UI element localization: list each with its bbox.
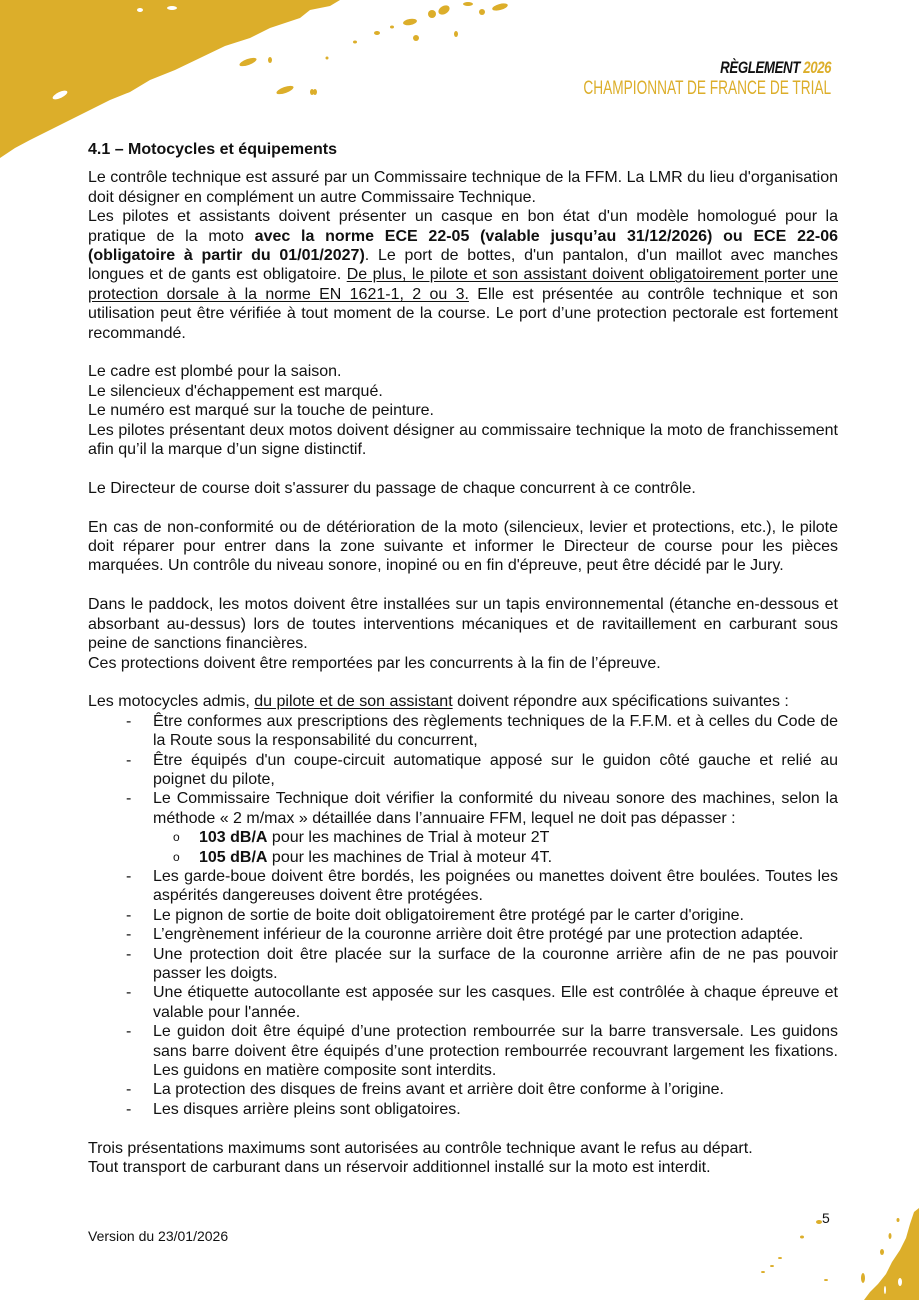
list-item-text: Une étiquette autocollante est apposée sur les casques. Elle est contrôlée à chaque épreuve et valable pour l'année. bbox=[153, 984, 838, 1021]
text-span: Elle est présentée au contrôle technique et son utilisation peut être vérifiée à tout moment de la course. Le port d’une protection pectorale est fortement recommandé. bbox=[88, 285, 839, 342]
paragraph-protections: Ces protections doivent être remportées par les concurrents à la fin de l’épreuve. bbox=[88, 654, 661, 672]
list-item bbox=[88, 945, 838, 984]
list-item bbox=[88, 1022, 838, 1080]
list-item bbox=[88, 1080, 838, 1099]
brand-year: 2026 bbox=[803, 58, 831, 77]
list-item bbox=[88, 906, 838, 925]
list-item bbox=[88, 789, 838, 867]
list-item-text: Être équipés d'un coupe-circuit automatique apposé sur le guidon côté gauche et relié au poignet du pilote, bbox=[153, 751, 838, 788]
paragraph-controle-technique: Le contrôle technique est assuré par un Commissaire technique de la FFM. La LMR du lieu d'organisation doit désigner en complément un autre Commissaire Technique. bbox=[88, 169, 838, 206]
noise-limits-sublist bbox=[153, 828, 838, 867]
brand-title bbox=[563, 58, 831, 78]
dash-bullet-icon: - bbox=[126, 712, 132, 730]
circle-bullet-icon: o bbox=[173, 830, 180, 845]
list-item bbox=[88, 1100, 838, 1119]
list-item bbox=[88, 867, 838, 906]
footer-version: Version du 23/01/2026 bbox=[88, 1228, 229, 1244]
paragraph-non-conformite: En cas de non-conformité ou de détérioration de la moto (silencieux, levier et protections, etc.), le pilote doit réparer pour entrer dans la zone suivante et informer le Directeur de course pour les pièces marquées. Un contrôle du niveau sonore, inopiné ou en fin d'épreuve, peut être décidé par le Jury. bbox=[88, 518, 838, 575]
line-cadre: Le cadre est plombé pour la saison. bbox=[88, 363, 342, 381]
dash-bullet-icon: - bbox=[126, 1100, 132, 1118]
text-span: Les motocycles admis, bbox=[88, 693, 255, 711]
text-span: . Le port de bottes, d'un pantalon, d'un maillot avec manches longues et de gants est obligatoire. bbox=[88, 247, 838, 284]
line-silencieux: Le silencieux d'échappement est marqué. bbox=[88, 382, 383, 400]
noise-limit-2t: 103 dB/A bbox=[199, 829, 268, 847]
list-item-text: Une protection doit être placée sur la surface de la couronne arrière afin de ne pas pouvoir passer les doigts. bbox=[153, 945, 838, 982]
sublist-text: pour les machines de Trial à moteur 2T bbox=[267, 829, 550, 847]
dash-bullet-icon: - bbox=[126, 1023, 132, 1041]
list-item-text: Être conformes aux prescriptions des règlements techniques de la F.F.M. et à celles du Code de la Route sous la responsabilité du concurrent, bbox=[153, 712, 838, 750]
list-item bbox=[88, 925, 838, 944]
circle-bullet-icon: o bbox=[173, 849, 180, 864]
specifications-list bbox=[88, 712, 838, 1120]
list-item bbox=[88, 983, 838, 1022]
dash-bullet-icon: - bbox=[126, 790, 132, 808]
page-number: 5 bbox=[822, 1210, 830, 1226]
paragraph-equipements bbox=[88, 207, 838, 343]
paragraph-carburant: Tout transport de carburant dans un réservoir additionnel installé sur la moto est interdit. bbox=[88, 1159, 711, 1177]
bold-helmet-norm: avec la norme ECE 22-05 (valable jusqu’au 31/12/2026) ou ECE 22-06 (obligatoire à partir du 01/01/2027) bbox=[88, 227, 839, 265]
section-title: 4.1 – Motocycles et équipements bbox=[88, 141, 337, 158]
list-item-text: La protection des disques de freins avant et arrière doit être conforme à l’origine. bbox=[153, 1081, 724, 1099]
paragraph-presentations: Trois présentations maximums sont autorisées au contrôle technique avant le refus au départ. bbox=[88, 1139, 753, 1157]
dash-bullet-icon: - bbox=[126, 751, 132, 769]
underlined-back-protection: De plus, le pilote et son assistant doivent obligatoirement porter une protection dorsale à la norme EN 1621-1, 2 ou 3. bbox=[88, 266, 839, 303]
paragraph-paddock: Dans le paddock, les motos doivent être installées sur un tapis environnemental (étanche en-dessous et absorbant au-dessus) lors de toutes interventions mécaniques et de ravitaillement en carburant sous peine de sanctions financières. bbox=[88, 596, 838, 653]
text-span: doivent répondre aux spécifications suivantes : bbox=[452, 693, 789, 711]
dash-bullet-icon: - bbox=[126, 984, 132, 1002]
list-item-text: Les garde-boue doivent être bordés, les poignées ou manettes doivent être boulées. Toutes les aspérités dangereuses doivent être protégées. bbox=[153, 867, 838, 905]
dash-bullet-icon: - bbox=[126, 867, 132, 885]
header-brand bbox=[487, 58, 831, 100]
underlined-pilot-assistant: du pilote et de son assistant bbox=[254, 693, 453, 711]
line-numero: Le numéro est marqué sur la touche de peinture. bbox=[88, 402, 434, 420]
list-item-text: Le guidon doit être équipé d’une protection rembourrée sur la barre transversale. Les guidons sans barre doivent être équipés d’une protection rembourrée recouvrant largement les fixations. Les guidons en matière composite sont interdits. bbox=[153, 1023, 838, 1080]
paragraph-deux-motos: Les pilotes présentant deux motos doivent désigner au commissaire technique la moto de franchissement afin qu’il la marque d’un signe distinctif. bbox=[88, 421, 838, 459]
dash-bullet-icon: - bbox=[126, 906, 132, 924]
dash-bullet-icon: - bbox=[126, 945, 132, 963]
sublist-item bbox=[153, 848, 838, 867]
dash-bullet-icon: - bbox=[126, 1081, 132, 1099]
paragraph-directeur: Le Directeur de course doit s'assurer du passage de chaque concurrent à ce contrôle. bbox=[88, 479, 696, 497]
paragraph-specifications-intro bbox=[88, 692, 838, 711]
list-item-text: L’engrènement inférieur de la couronne arrière doit être protégé par une protection adaptée. bbox=[153, 926, 804, 944]
document-body bbox=[88, 140, 838, 1177]
dash-bullet-icon: - bbox=[126, 926, 132, 944]
brush-stroke-bottom-right bbox=[740, 1190, 919, 1300]
list-item bbox=[88, 751, 838, 790]
list-item-text: Les disques arrière pleins sont obligatoires. bbox=[153, 1100, 461, 1118]
brand-word: RÈGLEMENT bbox=[720, 58, 800, 77]
sublist-item bbox=[153, 828, 838, 847]
sublist-text: pour les machines de Trial à moteur 4T. bbox=[267, 848, 553, 866]
brand-subtitle: CHAMPIONNAT DE FRANCE DE TRIAL bbox=[583, 78, 831, 99]
list-item-text: Le pignon de sortie de boite doit obligatoirement être protégé par le carter d'origine. bbox=[153, 906, 744, 924]
list-item-text: Le Commissaire Technique doit vérifier la conformité du niveau sonore des machines, selon la méthode « 2 m/max » détaillée dans l’annuaire FFM, lequel ne doit pas dépasser : bbox=[153, 790, 838, 827]
list-item bbox=[88, 712, 838, 751]
text-span: Les pilotes et assistants doivent présenter un casque en bon état d'un modèle homologué pour la pratique de la moto bbox=[88, 208, 838, 245]
noise-limit-4t: 105 dB/A bbox=[199, 848, 268, 866]
